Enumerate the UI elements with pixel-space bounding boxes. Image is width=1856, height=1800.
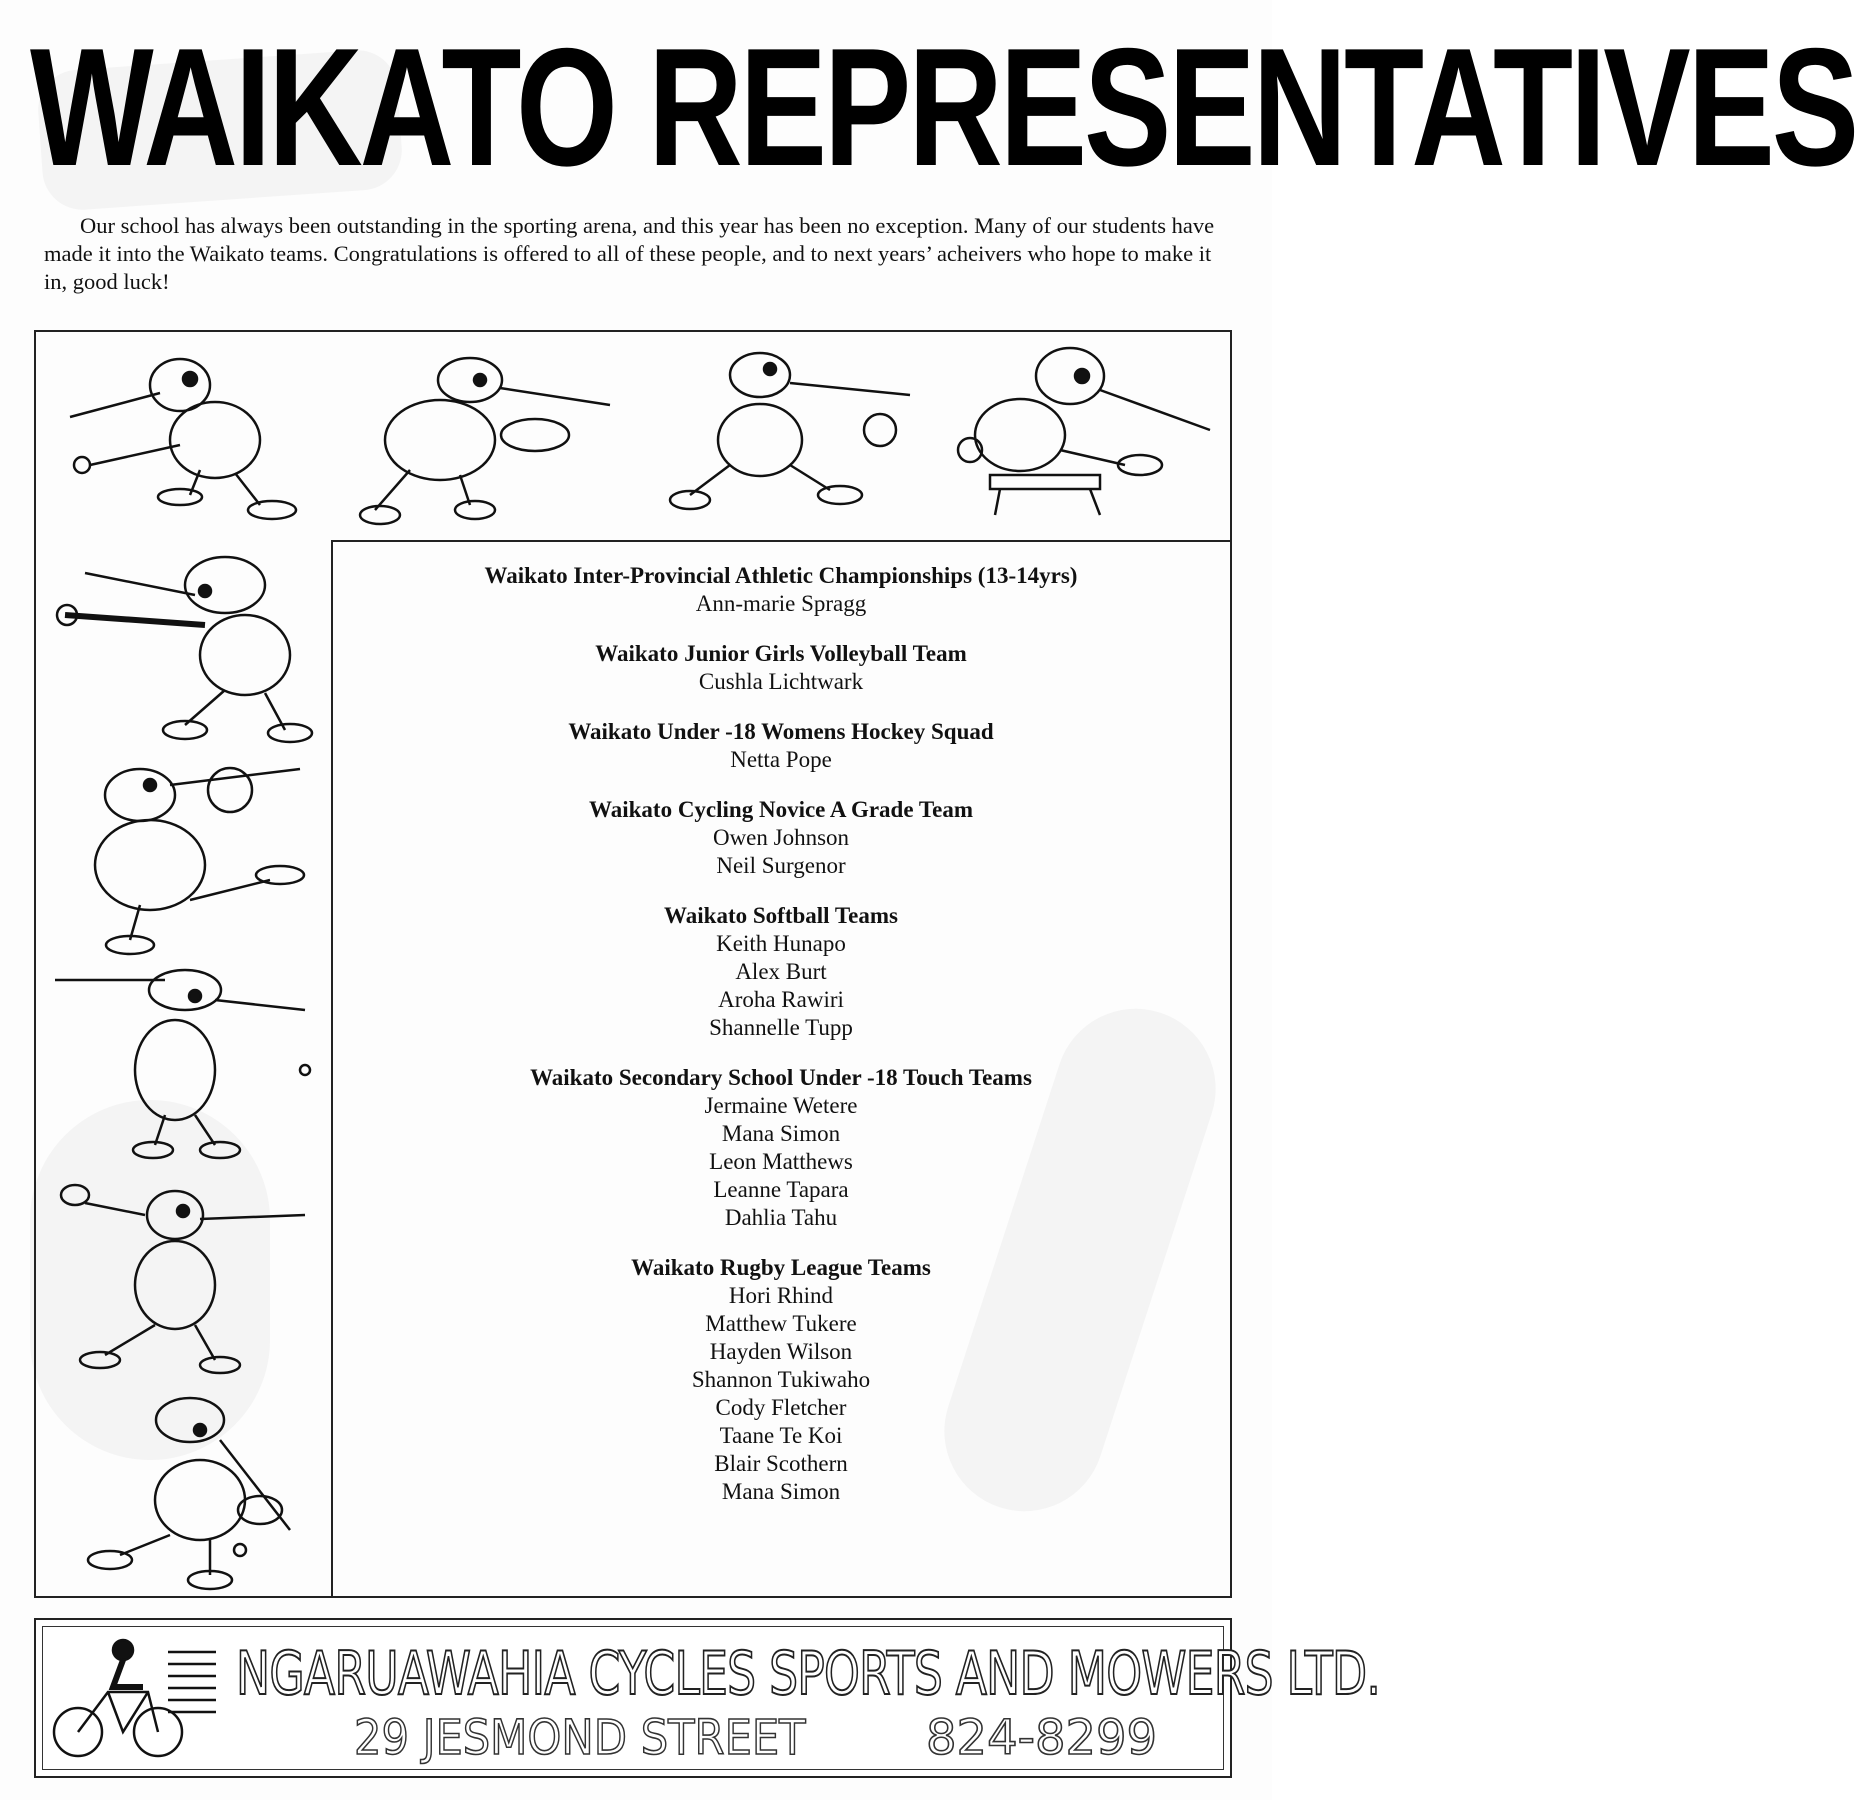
team-list (332, 562, 1230, 1528)
member-name: Dahlia Tahu (724, 1205, 838, 1230)
member-name: Leon Matthews (709, 1149, 853, 1174)
member-name: Cushla Lichtwark (698, 669, 864, 694)
member-name: Shannon Tukiwaho (691, 1367, 871, 1392)
member-name: Alex Burt (735, 959, 827, 984)
intro-paragraph: Our school has always been outstanding in the sporting arena, and this year has been no exception. Many of our students have made it into the Waikato teams. Congratulations is offered to all of these people, and to next years’ acheivers who hope to make it in, good luck! (44, 213, 1215, 294)
member-name: Aroha Rawiri (718, 987, 844, 1012)
member-name: Mana Simon (721, 1479, 841, 1504)
kiwi-hockey-icon (60, 345, 310, 525)
member-name: Neil Surgenor (716, 853, 846, 878)
kiwi-softball-icon (45, 545, 315, 745)
kiwi-tennis-icon (60, 1390, 320, 1590)
sponsor-advert (34, 1618, 1381, 1778)
team-group (332, 718, 1230, 774)
member-name: Taane Te Koi (719, 1423, 843, 1448)
team-title: Waikato Cycling Novice A Grade Team (589, 797, 973, 822)
team-group (332, 1254, 1230, 1506)
page-title: WAIKATO REPRESENTATIVES (30, 13, 1856, 201)
member-name: Blair Scothern (714, 1451, 848, 1476)
member-name: Jermaine Wetere (704, 1093, 858, 1118)
member-name: Ann-marie Spragg (695, 591, 867, 616)
kiwi-running-icon (670, 345, 920, 525)
kiwi-volleyball-icon (50, 755, 310, 955)
member-name: Mana Simon (721, 1121, 841, 1146)
kiwi-hurdles-icon (950, 340, 1220, 530)
team-group (332, 640, 1230, 696)
team-title: Waikato Secondary School Under -18 Touch Teams (530, 1065, 1032, 1090)
kiwi-rugby-icon (350, 340, 620, 530)
member-name: Hori Rhind (728, 1283, 834, 1308)
team-title: Waikato Inter-Provincial Athletic Championships (13-14yrs) (484, 563, 1078, 588)
cyclist-logo-icon (48, 1632, 218, 1767)
team-title: Waikato Rugby League Teams (631, 1255, 931, 1280)
member-name: Shannelle Tupp (709, 1015, 853, 1040)
member-name: Cody Fletcher (715, 1395, 847, 1420)
team-group (332, 902, 1230, 1042)
team-title: Waikato Softball Teams (664, 903, 898, 928)
team-group (332, 1064, 1230, 1232)
member-name: Owen Johnson (712, 825, 850, 850)
member-name: Keith Hunapo (716, 931, 846, 956)
member-name: Leanne Tapara (713, 1177, 849, 1202)
team-group (332, 562, 1230, 618)
kiwi-golf-icon (55, 960, 315, 1160)
kiwi-badminton-icon (45, 1175, 315, 1375)
advert-address: 29 JESMOND STREET (354, 1710, 806, 1766)
member-name: Hayden Wilson (709, 1339, 853, 1364)
team-title: Waikato Junior Girls Volleyball Team (595, 641, 967, 666)
team-title: Waikato Under -18 Womens Hockey Squad (568, 719, 994, 744)
advert-phone: 824-8299 (926, 1710, 1158, 1766)
advert-business-name: NGARUAWAHIA CYCLES SPORTS AND MOWERS LTD. (236, 1639, 1381, 1709)
member-name: Matthew Tukere (705, 1311, 857, 1336)
team-group (332, 796, 1230, 880)
member-name: Netta Pope (730, 747, 832, 772)
